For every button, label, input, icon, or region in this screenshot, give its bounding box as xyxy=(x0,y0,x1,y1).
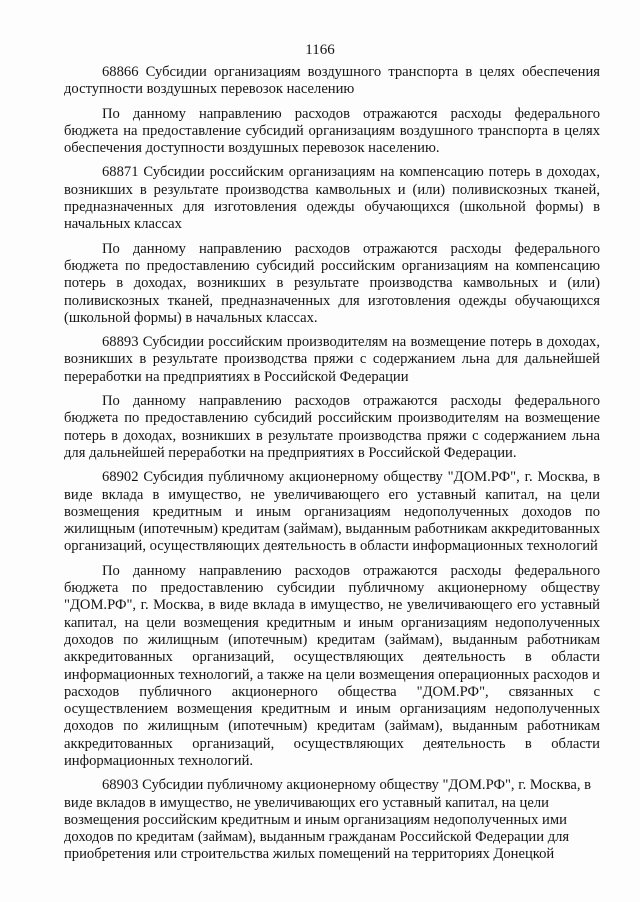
section-text-68902: По данному направлению расходов отражаются расходы федерального бюджета по предоставлению субсидии публичному акционерному обществу "ДОМ.РФ", г. Москва, в виде вклада в имущество, не увеличивающего его уставный капитал, на цели возмещения кредитным и иным организациям недополученных доходов по жилищным (ипотечным) кредитам (займам), выданным работникам аккредитованных организаций, осуществляющих деятельность в области информационных технологий, а также на цели возмещения операционных расходов и расходов публичного акционерного общества "ДОМ.РФ", связанных с осуществлением возмещения кредитным и иным организациям недополученных доходов по жилищным (ипотечным) кредитам (займам), выданным работникам аккредитованных организаций, осуществляющих деятельность в области информационных технологий. xyxy=(64,562,600,769)
section-heading-68866: 68866 Субсидии организациям воздушного транспорта в целях обеспечения доступности воздушных перевозок населению xyxy=(64,64,600,98)
section-text-68866: По данному направлению расходов отражаются расходы федерального бюджета на предоставление субсидий организациям воздушного транспорта в целях обеспечения доступности воздушных перевозок населению. xyxy=(64,105,600,157)
section-heading-68903: 68903 Субсидии публичному акционерному обществу "ДОМ.РФ", г. Москва, в виде вкладов в имущество, не увеличивающих его уставный капитал, на цели возмещения российским кредитным и иным организациям недополученных ими доходов по кредитам (займам), выданным гражданам Российской Федерации для приобретения или строительства жилых помещений на территориях Донецкой xyxy=(64,777,592,863)
section-text-68893: По данному направлению расходов отражаются расходы федерального бюджета по предоставлению субсидий российским производителям на возмещение потерь в доходах, возникших в результате производства пряжи с содержанием льна для дальнейшей переработки на предприятиях в Российской Федерации. xyxy=(64,393,600,461)
page-number: 1166 xyxy=(305,42,335,58)
section-heading-68902: 68902 Субсидия публичному акционерному обществу "ДОМ.РФ", г. Москва, в виде вклада в имущество, не увеличивающего его уставный капитал, на цели возмещения кредитным и иным организациям недополученных доходов по жилищным (ипотечным) кредитам (займам), выданным работникам аккредитованных организаций, осуществляющих деятельность в области информационных технологий xyxy=(64,469,600,555)
section-text-68871: По данному направлению расходов отражаются расходы федерального бюджета по предоставлению субсидий российским организациям на компенсацию потерь в доходах, возникших в результате производства камвольных и (или) поливискозных тканей, предназначенных для изготовления одежды обучающихся (школьной формы) в начальных классах. xyxy=(64,240,600,326)
document-body xyxy=(64,64,600,864)
section-heading-68871: 68871 Субсидии российским организациям на компенсацию потерь в доходах, возникших в результате производства камвольных и (или) поливискозных тканей, предназначенных для изготовления одежды обучающихся (школьной формы) в начальных классах xyxy=(64,164,600,233)
section-heading-68893: 68893 Субсидии российским производителям на возмещение потерь в доходах, возникших в результате производства пряжи с содержанием льна для дальнейшей переработки на предприятиях в Российской Федерации xyxy=(64,334,600,385)
